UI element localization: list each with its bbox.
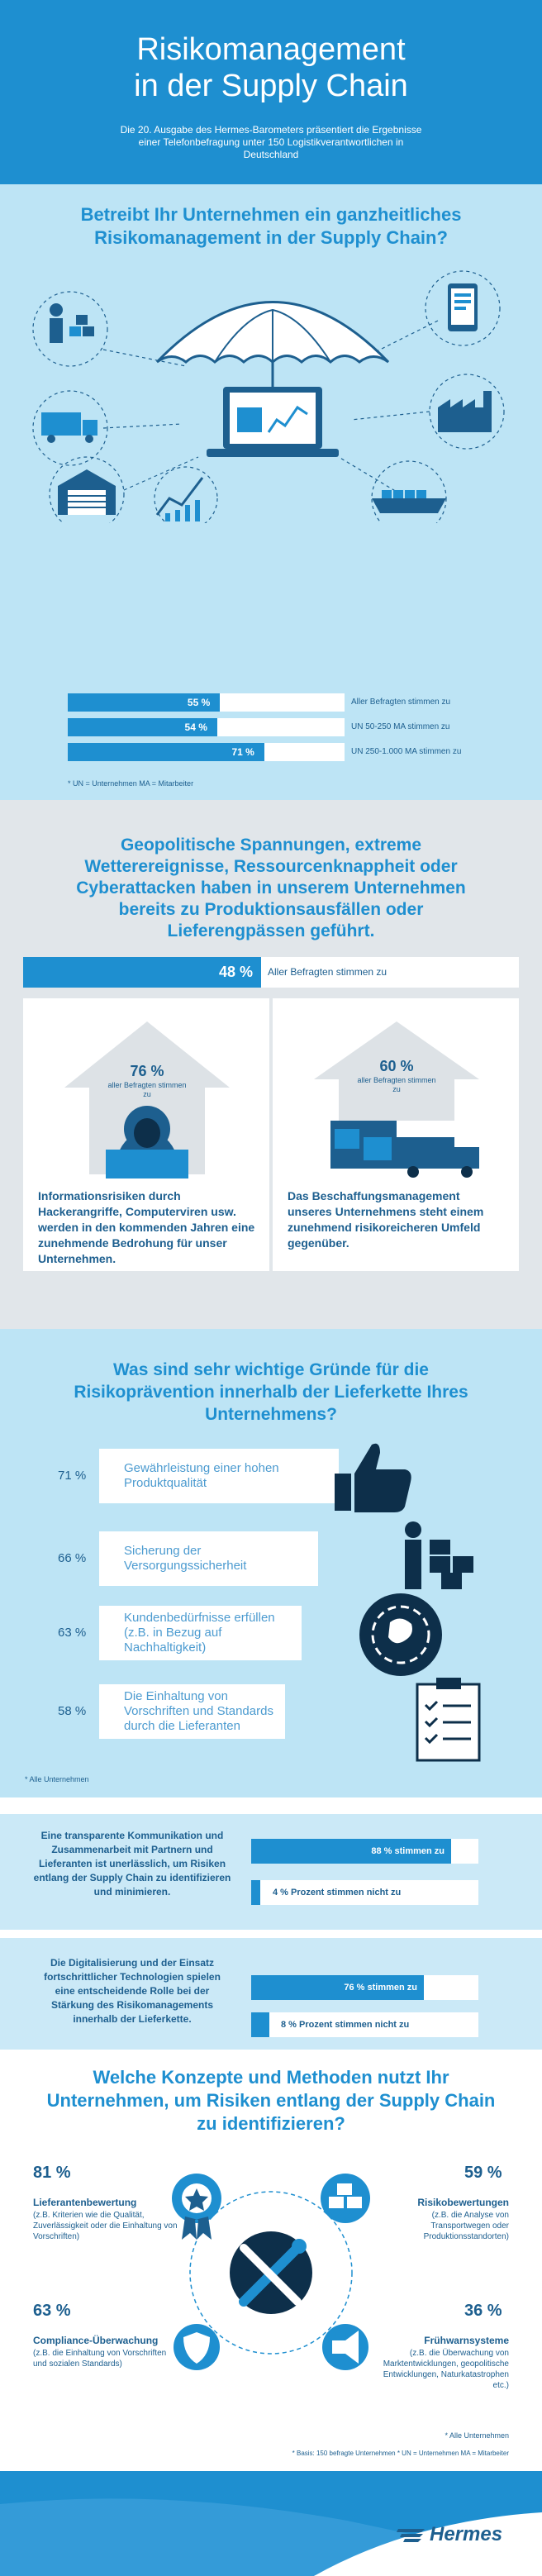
method-title: Risikobewertungen (417, 2197, 509, 2208)
method-title: Frühwarnsysteme (424, 2335, 509, 2346)
reason-text: Die Einhaltung von Vorschriften und Standards durch die Lieferanten (99, 1684, 285, 1739)
statement-text: Die Digitalisierung und der Einsatz fortschrittlicher Technologien spielen eine entscheidende Rolle bei der Stärkung des Risikomanagements innerhalb der Lieferkette. (44, 1957, 221, 2025)
disagree-label: 8 % Prozent stimmen nicht zu (281, 2020, 410, 2030)
card-sub: aller Befragten stimmen zu (357, 1076, 436, 1093)
intro-text: Die 20. Ausgabe des Hermes-Barometers präsentiert die Ergebnisse einer Telefonbefragung unter 150 Logistikverantwortlichen in Deutschland (120, 124, 422, 160)
method-desc: (z.B. die Analyse von Transportwegen oder Produktionsstandorten) (423, 2211, 509, 2241)
card-text: Das Beschaffungsmanagement unseres Unternehmens steht einem zunehmend risikoreicheren Umfeld gegenüber. (288, 1189, 484, 1250)
card-cyber (23, 998, 269, 1271)
agree-fill: 88 % stimmen zu (251, 1839, 451, 1864)
rising-chart-icon (155, 467, 217, 523)
overall-agree-fill: 48 % (23, 957, 261, 988)
megaphone-icon (322, 2324, 368, 2370)
warehouse-icon (50, 457, 124, 523)
method-desc: (z.B. die Einhaltung von Vorschriften und sozialen Standards) (33, 2349, 167, 2369)
bar-label: UN 250-1.000 MA stimmen zu (351, 747, 462, 756)
method-desc: (z.B. die Überwachung von Marktentwicklungen, geopolitische Entwicklungen, Naturkatastrophen etc.) (383, 2349, 509, 2390)
laptop-chart-icon (207, 387, 339, 457)
question-1: Betreibt Ihr Unternehmen ein ganzheitliches Risikomanagement in der Supply Chain? (80, 204, 462, 248)
shield-icon (174, 2324, 220, 2370)
footnote-5a: * Alle Unternehmen (445, 2431, 509, 2440)
overall-agree-label: Aller Befragten stimmen zu (268, 966, 387, 978)
checklist-icon (413, 1676, 487, 1763)
globe-icon (355, 1589, 446, 1680)
title-line-1: Risikomanagement (136, 32, 406, 67)
bar-track (68, 693, 345, 712)
card-percent: 60 % (379, 1058, 414, 1074)
method-percent: 59 % (464, 2164, 502, 2182)
method-desc: (z.B. Kriterien wie die Qualität, Zuverlässigkeit oder die Einhaltung von Vorschriften) (33, 2211, 178, 2241)
card-sub: aller Befragten stimmen zu (107, 1081, 187, 1098)
hermes-logo (397, 2522, 521, 2547)
reason-text: Gewährleistung einer hohen Produktqualität (99, 1449, 339, 1503)
question-2: Geopolitische Spannungen, extreme Wetterereignisse, Ressourcenknappheit oder Cyberattacken haben in unserem Unternehmen bereits zu Produktionsausfällen oder Lieferengpässen geführt. (76, 836, 466, 940)
method-percent: 36 % (464, 2302, 502, 2320)
disagree-bar (251, 2012, 478, 2037)
umbrella-illustration (25, 250, 517, 523)
question-5: Welche Konzepte und Methoden nutzt Ihr Unternehmen, um Risiken entlang der Supply Chain zu identifizieren? (46, 2067, 496, 2134)
section-methods (0, 2050, 542, 2471)
title-line-2: in der Supply Chain (134, 69, 408, 103)
reason-percent: 63 % (58, 1626, 87, 1640)
bar-fill-mid: 54 % (68, 718, 217, 736)
methods-diagram (157, 2165, 385, 2372)
card-percent: 76 % (130, 1063, 164, 1079)
boxes-hands-icon (321, 2174, 370, 2223)
disagree-bar (251, 1880, 478, 1905)
section-holistic-risk-management (0, 184, 542, 800)
agree-fill: 76 % stimmen zu (251, 1975, 424, 2000)
tablet-icon (426, 271, 500, 345)
statement-panel (0, 1814, 542, 1930)
reason-text: Sicherung der Versorgungssicherheit (99, 1531, 318, 1586)
card-procurement (273, 998, 519, 1271)
thumbs-up-icon (326, 1436, 417, 1519)
statement-text: Eine transparente Kommunikation und Zusammenarbeit mit Partnern und Lieferanten ist unerlässlich, um Risiken entlang der Supply Chain zu identifizieren und minimieren. (33, 1830, 231, 1897)
reason-percent: 71 % (58, 1469, 87, 1483)
worker-boxes-icon (33, 292, 107, 366)
reason-text: Kundenbedürfnisse erfüllen (z.B. in Bezug auf Nachhaltigkeit) (99, 1606, 302, 1660)
footnote-5b: * Basis: 150 befragte Unternehmen * UN = Unternehmen MA = Mitarbeiter (292, 2450, 509, 2457)
truck-icon (33, 391, 107, 465)
statement-panel (0, 1938, 542, 2050)
method-percent: 81 % (33, 2164, 71, 2182)
disagree-label: 4 % Prozent stimmen nicht zu (273, 1888, 402, 1897)
question-3: Was sind sehr wichtige Gründe für die Risikoprävention innerhalb der Lieferkette Ihres Unternehmens? (74, 1360, 468, 1424)
factory-icon (430, 374, 504, 449)
footnote-3: * Alle Unternehmen (25, 1775, 89, 1783)
badge-icon (172, 2174, 221, 2240)
hermes-wing-icon (397, 2526, 426, 2544)
bar-label: UN 50-250 MA stimmen zu (351, 722, 450, 731)
agree-bar (251, 1839, 478, 1864)
bar-track (68, 718, 345, 736)
disagree-fill (251, 2012, 269, 2037)
footer (0, 2471, 542, 2576)
brand-name: Hermes (430, 2523, 503, 2545)
reason-percent: 66 % (58, 1551, 87, 1565)
section-statements (0, 1797, 542, 2050)
bar-label: Aller Befragten stimmen zu (351, 698, 451, 707)
section-prevention-reasons (0, 1329, 542, 1797)
method-title: Lieferantenbewertung (33, 2197, 137, 2208)
umbrella-icon (157, 302, 388, 388)
page-title (0, 31, 542, 104)
method-title: Compliance-Überwachung (33, 2335, 159, 2346)
section-disruptions (0, 800, 542, 1329)
house-truck-icon (297, 1013, 496, 1178)
ship-icon (372, 461, 446, 523)
reason-percent: 58 % (58, 1704, 87, 1718)
card-text: Informationsrisiken durch Hackerangriffe, Computerviren usw. werden in den kommenden Jahren eine zunehmende Bedrohung für unser Unternehmen. (38, 1189, 255, 1265)
disagree-fill (251, 1880, 260, 1905)
bar-fill-all: 55 % (68, 693, 220, 712)
worker-boxes-icon (388, 1515, 487, 1598)
overall-agree-bar (23, 957, 519, 988)
bar-track (68, 743, 345, 761)
footnote-1: * UN = Unternehmen MA = Mitarbeiter (68, 779, 194, 788)
method-percent: 63 % (33, 2302, 71, 2320)
tools-icon (230, 2231, 312, 2314)
bar-fill-large: 71 % (68, 743, 264, 761)
agree-bar (251, 1975, 478, 2000)
header (0, 0, 542, 184)
